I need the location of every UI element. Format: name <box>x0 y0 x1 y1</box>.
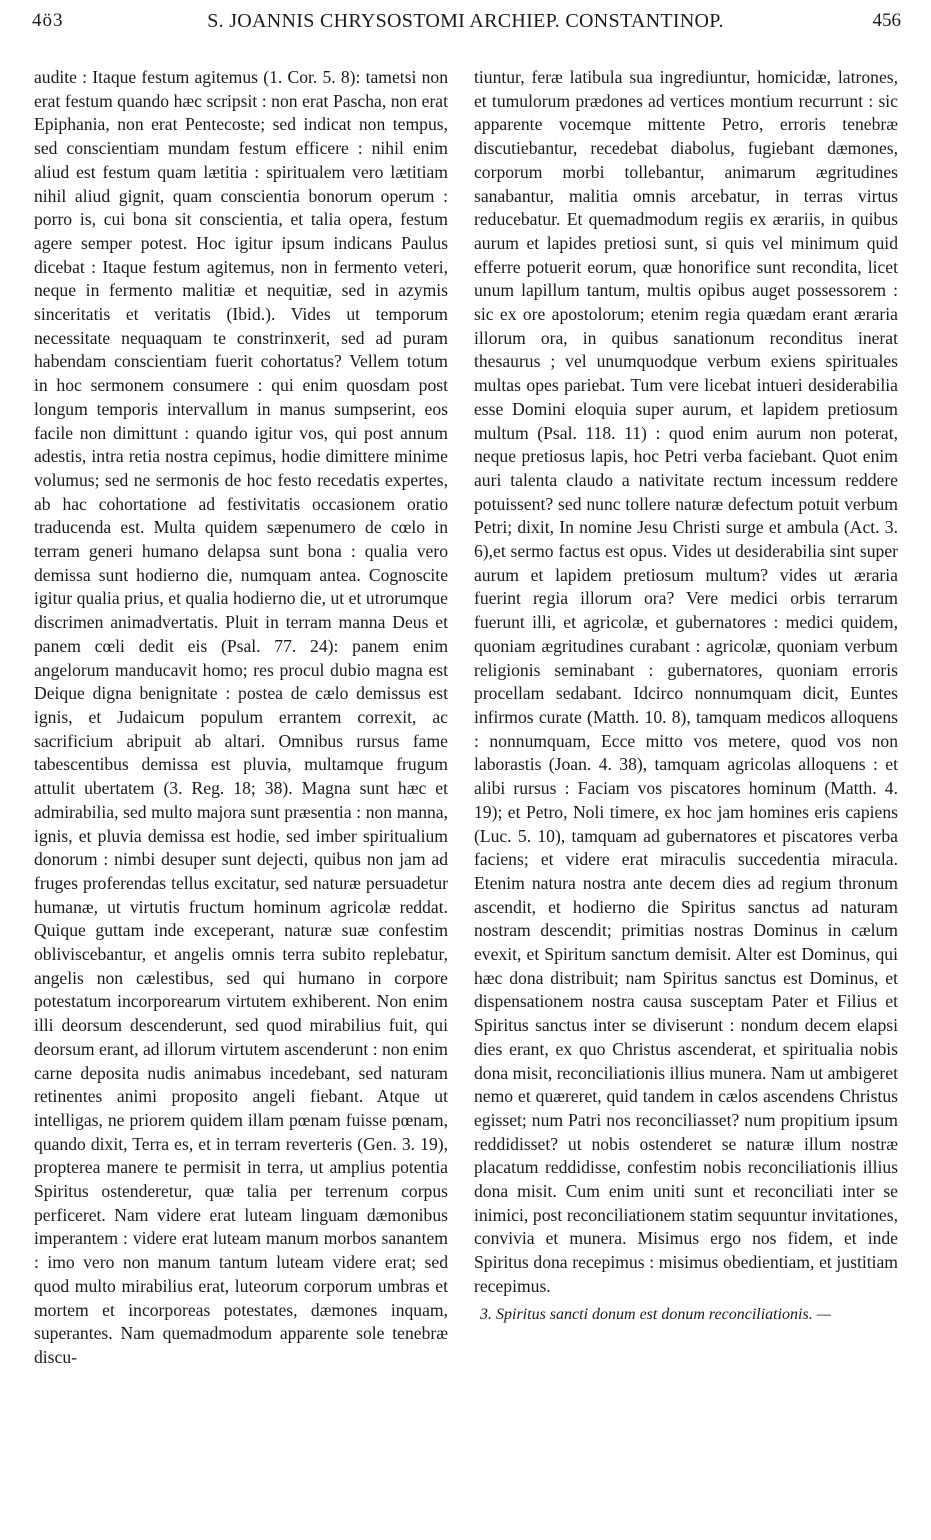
running-title: S. JOANNIS CHRYSOSTOMI ARCHIEP. CONSTANTINOP. <box>207 10 724 32</box>
left-column <box>34 66 448 1370</box>
page-header <box>28 8 903 44</box>
right-column <box>474 66 898 1326</box>
page-number-left: 4ö3 <box>32 10 64 31</box>
right-column-text: tiuntur, feræ latibula sua ingrediuntur, homicidæ, latrones, et tumulorum prædones ad vertices montium recurrunt : sic apparente vocemque mittente Petro, erroris tenebræ discutiebantur, recedebat diabolus, fugiebant dæmones, corporum morbi tollebantur, animarum ægritudines sanabantur, malitia omnis arcebatur, in terras virtus reducebatur. Et quemadmodum regiis ex ærariis, in quibus aurum et lapides pretiosi sunt, si quis vel minimum quid efferre potuerit eorum, quæ honorifice sunt recondita, licet unum lapillum tantum, multis opibus auget possessorem : sic ex ore apostolorum; etenim regia quædam erant æraria illorum ora, in quibus sanationum reconditus inerat thesaurus ; vel unumquodque verbum exiens spirituales multas opes pariebat. Tum vere licebat intueri desiderabilia esse Domini eloquia super aurum, et lapidem pretiosum multum (Psal. 118. 11) : quod enim aurum non poterat, neque pretiosus lapis, hoc Petri verba faciebant. Quot enim auri talenta claudo a nativitate rectum incessum reddere potuissent? sed nunc tollere naturæ defectum potuit verbum Petri; dixit, In nomine Jesu Christi surge et ambula (Act. 3. 6),et sermo factus est opus. Vides ut desiderabilia sint super aurum et lapidem pretiosum multum? vides ut æraria fuerint regia illorum ora? Vere medici orbis terrarum fuerunt illi, et agricolæ, et gubernatores : medici quidem, quoniam ægritudines curabant : agricolæ, quoniam verbum religionis seminabant : gubernatores, quoniam erroris procellam sedabant. Idcirco nonnumquam dicit, Euntes infirmos curate (Matth. 10. 8), tamquam medicos alloquens : nonnumquam, Ecce mitto vos metere, quod vos non laborastis (Joan. 4. 38), tamquam agricolas alloquens : et alibi rursus : Faciam vos piscatores hominum (Matth. 4. 19); et Petro, Noli timere, ex hoc jam homines eris capiens (Luc. 5. 10), tamquam ad gubernatores et piscatores verba faciens; et videre erat miraculis succedentia miracula. Etenim natura nostra ante decem dies ad regium thronum ascendit, et hodierno die Spiritus sanctus ad naturam nostram descendit; primitias nostras Dominus in cælum evexit, et Spiritum sanctum demisit. Alter est Dominus, qui hæc dona distribuit; nam Spiritus sanctus est Dominus, et dispensationem nostra causa susceptam Pater et Filius et Spiritus sanctus inter se diviserunt : nondum decem elapsi dies erant, ex quo Christus ascenderat, et spiritualia nobis dona misit, reconciliationis illius munera. Nam ut ambigeret nemo et quæreret, quid tandem in cælos ascendens Christus egisset; num Patri nos reconciliasset? num propitium ipsum reddidisset? ut nobis ostenderet se naturæ illum nostræ placatum reddidisse, confestim nobis reconciliationis illius dona misit. Cum enim uniti sunt et reconciliati inter se inimici, post reconciliationem statim sequuntur invitationes, convivia et munera. Misimus ergo nos fidem, et inde Spiritus dona recepimus : misimus obedientiam, et justitiam recepimus. <box>474 67 898 1296</box>
left-column-text: audite : Itaque festum agitemus (1. Cor. 5. 8): tametsi non erat festum quando hæc scripsit : non erat Pascha, non erat Epiphania, non erat Pentecoste; sed indicat non tempus, sed conscientiam mundam festum efficere : nihil enim aliud est festum quam lætitia : spiritualem vero lætitiam nihil aliud gignit, quam conscientia bonorum operum : porro is, cui bona sit conscientia, et talia opera, festum agere semper potest. Hoc igitur ipsum indicans Paulus dicebat : Itaque festum agitemus, non in fermento veteri, neque in fermento malitiæ et nequitiæ, sed in azymis sinceritatis et veritatis (Ibid.). Vides ut temporum necessitate nequaquam te constrinxerit, sed ad puram habendam conscientiam fuerit cohortatus? Vellem totum in hoc sermonem consumere : qui enim quosdam post longum temporis intervallum in manus sumpserint, eos facile non dimittunt : quando igitur vos, qui post annum adestis, intra retia nostra cepimus, hodie dimittere minime volumus; sed ne sermonis de hoc festo recedatis expertes, ab hac cohortatione ad festivitatis occasionem oratio traducenda est. Multa quidem sæpenumero de cœlo in terram generi humano delapsa sunt bona : qualia vero demissa sunt hodierno die, numquam antea. Cognoscite igitur qualia prius, et qualia hodierno die, ut et utrorumque discrimen animadvertatis. Pluit in terram manna Deus et panem cœli dedit eis (Psal. 77. 24): panem enim angelorum manducavit homo; res procul dubio magna est Deique digna benignitate : postea de cælo demissus est ignis, et Judaicum populum errantem correxit, ac sacrificium abripuit ab altari. Omnibus rursus fame tabescentibus demissa est pluvia, multamque frugum attulit ubertatem (3. Reg. 18; 38). Magna sunt hæc et admirabilia, sed multo majora sunt præsentia : non manna, ignis, et pluvia demissa est hodie, sed imber spiritualium donorum : nimbi desuper sunt dejecti, quibus non jam ad fruges proferendas tellus excitatur, sed naturæ persuadetur humanæ, ut virtutis fructum hominum agricolæ reddat. Quique guttam inde exceperant, naturæ suæ confestim obliviscebantur, et angelis omnis terra subito replebatur, angelis non cælestibus, sed qui humano in corpore potestatum incorporearum virtutem exhiberent. Non enim illi deorsum descenderunt, sed quod mirabilius fuit, qui deorsum erant, ad illorum virtutem ascenderunt : non enim carne deposita nudis animabus incedebant, sed naturam retinentes animi proposito angeli fiebant. Atque ut intelligas, ne priorem quidem illam pœnam fuisse pœnam, quando dixit, Terra es, et in terram reverteris (Gen. 3. 19), propterea manere te permisit in terra, ut amplius potentia Spiritus ostenderetur, quæ talia per terrenum corpus perficeret. Nam videre erat luteam linguam dæmonibus imperantem : videre erat luteam manum morbos sanantem : imo vero non manum tantum luteam videre erat; sed quod multo mirabilius erat, luteorum corporum umbras et mortem et incorporeas potestates, dæmones inquam, superantes. Nam quemadmodum apparente sole tenebræ discu- <box>34 67 448 1367</box>
section-summary: 3. Spiritus sancti donum est donum reconciliationis. — <box>480 1305 831 1323</box>
page-number-right: 456 <box>872 10 901 31</box>
